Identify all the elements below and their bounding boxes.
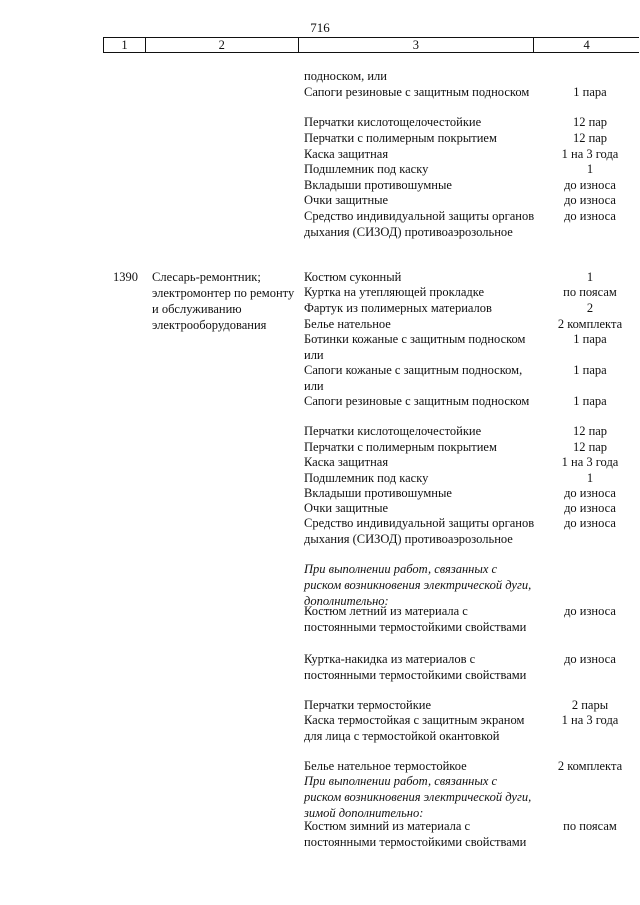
issue-norm: по поясам: [563, 285, 617, 299]
entry-number: 1390: [113, 270, 138, 284]
ppe-item: Каска термостойкая с защитным экраном для лица с термостойкой окантовкой: [304, 713, 525, 743]
issue-norm: 1 пара: [573, 85, 607, 99]
issue-norm: до износа: [564, 486, 616, 500]
ppe-item: Ботинки кожаные с защитным подноском или: [304, 332, 526, 362]
issue-norm: 1: [586, 162, 594, 176]
column-header-3: 3: [299, 38, 535, 52]
ppe-item: Перчатки термостойкие: [304, 698, 432, 712]
issue-norm: 1: [586, 471, 594, 485]
ppe-item: Перчатки с полимерным покрытием: [304, 440, 497, 454]
issue-norm: 2 комплекта: [557, 317, 623, 331]
issue-norm: 12 пар: [572, 115, 608, 129]
issue-norm: до износа: [564, 193, 616, 207]
ppe-item: Подшлемник под каску: [304, 471, 429, 485]
issue-norm: 1 на 3 года: [561, 713, 619, 727]
ppe-item: Белье нательное: [304, 317, 391, 331]
ppe-item: Костюм суконный: [304, 270, 402, 284]
issue-norm: до износа: [564, 209, 616, 223]
issue-norm: 2 комплекта: [557, 759, 623, 773]
profession-name: Слесарь-ремонтник; электромонтер по ремонту и обслуживанию электрооборудования: [152, 270, 295, 332]
issue-norm: 2 пары: [571, 698, 609, 712]
ppe-item: Перчатки кислотощелочестойкие: [304, 115, 482, 129]
issue-norm: до износа: [564, 178, 616, 192]
issue-norm: до износа: [564, 501, 616, 515]
issue-norm: 2: [586, 301, 594, 315]
ppe-item: Вкладыши противошумные: [304, 178, 452, 192]
issue-norm: по поясам: [563, 819, 617, 833]
section-note: При выполнении работ, связанных с риском возникновения электрической дуги, дополнительно:: [304, 562, 532, 608]
ppe-item: Костюм зимний из материала с постоянными термостойкими свойствами: [304, 819, 527, 849]
ppe-item: Каска защитная: [304, 455, 389, 469]
ppe-item: Белье нательное термостойкое: [304, 759, 467, 773]
issue-norm: 12 пар: [572, 440, 608, 454]
ppe-item: Перчатки кислотощелочестойкие: [304, 424, 482, 438]
issue-norm: 1 пара: [573, 363, 607, 377]
column-header-row: [103, 37, 639, 53]
issue-norm: 1: [586, 270, 594, 284]
ppe-item: Вкладыши противошумные: [304, 486, 452, 500]
ppe-item: подноском, или: [304, 69, 387, 83]
ppe-item: Очки защитные: [304, 501, 389, 515]
ppe-item: Куртка на утепляющей прокладке: [304, 285, 485, 299]
issue-norm: 1 пара: [573, 332, 607, 346]
issue-norm: 1 на 3 года: [561, 455, 619, 469]
ppe-item: Подшлемник под каску: [304, 162, 429, 176]
issue-norm: 1 на 3 года: [561, 147, 619, 161]
section-note: При выполнении работ, связанных с риском возникновения электрической дуги, зимой дополнительно:: [304, 774, 532, 820]
issue-norm: до износа: [564, 516, 616, 530]
issue-norm: до износа: [564, 604, 616, 618]
ppe-item: Перчатки с полимерным покрытием: [304, 131, 497, 145]
issue-norm: 12 пар: [572, 424, 608, 438]
ppe-item: Каска защитная: [304, 147, 389, 161]
ppe-item: Сапоги резиновые с защитным подноском: [304, 85, 530, 99]
ppe-item: Средство индивидуальной защиты органов дыхания (СИЗОД) противоаэрозольное: [304, 516, 535, 546]
issue-norm: до износа: [564, 652, 616, 666]
column-header-1: 1: [104, 38, 146, 52]
column-header-4: 4: [583, 38, 590, 52]
page-number: 716: [310, 20, 330, 35]
ppe-item: Сапоги резиновые с защитным подноском: [304, 394, 530, 408]
ppe-item: Очки защитные: [304, 193, 389, 207]
issue-norm: 1 пара: [573, 394, 607, 408]
ppe-item: Сапоги кожаные с защитным подноском, или: [304, 363, 523, 393]
column-header-2: 2: [146, 38, 299, 52]
ppe-item: Средство индивидуальной защиты органов дыхания (СИЗОД) противоаэрозольное: [304, 209, 535, 239]
ppe-item: Куртка-накидка из материалов с постоянными термостойкими свойствами: [304, 652, 527, 682]
ppe-item: Костюм летний из материала с постоянными термостойкими свойствами: [304, 604, 527, 634]
ppe-item: Фартук из полимерных материалов: [304, 301, 492, 315]
issue-norm: 12 пар: [572, 131, 608, 145]
